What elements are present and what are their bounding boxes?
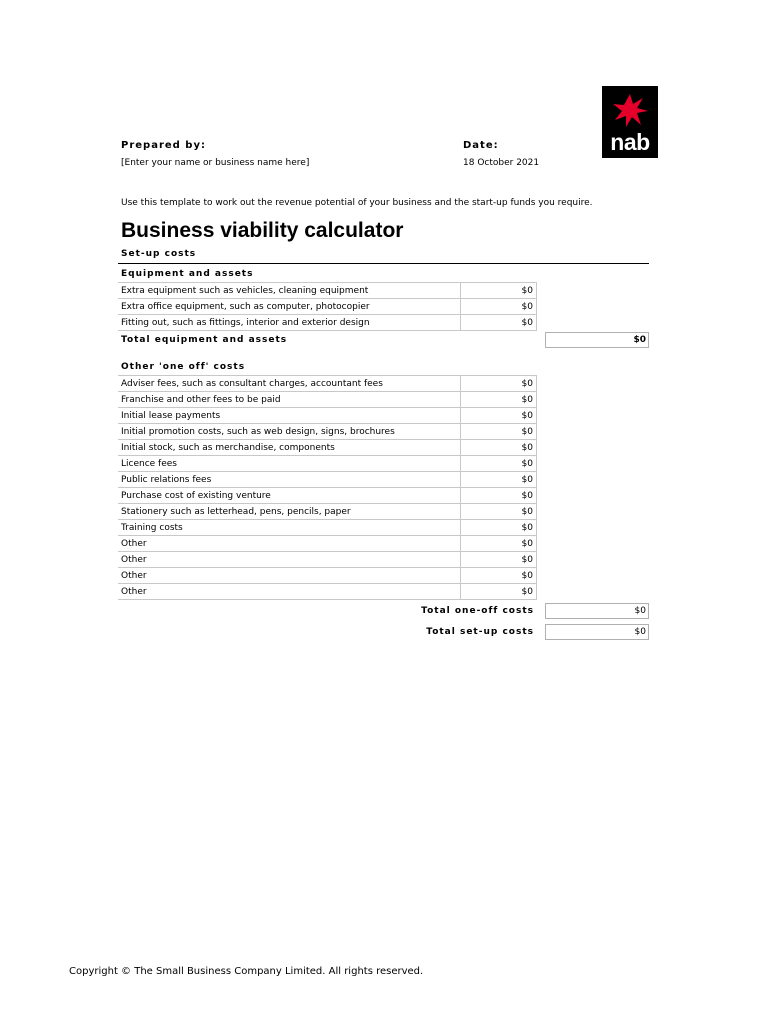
row-label: Extra office equipment, such as computer, photocopier: [118, 299, 461, 315]
row-label: Public relations fees: [118, 472, 461, 488]
row-label: Other: [118, 568, 461, 584]
row-value-cell[interactable]: $0: [461, 424, 537, 440]
nab-logo: [602, 86, 658, 158]
table-row: [118, 520, 537, 536]
row-value-cell[interactable]: $0: [461, 552, 537, 568]
table-row: [118, 376, 537, 392]
equipment-heading: Equipment and assets: [121, 269, 254, 279]
row-label: Licence fees: [118, 456, 461, 472]
row-label: Other: [118, 536, 461, 552]
section-heading: Set-up costs: [121, 249, 197, 259]
oneoff-total-label: Total one-off costs: [421, 606, 534, 616]
logo-text: nab: [610, 129, 650, 155]
setup-total-label: Total set-up costs: [426, 627, 534, 637]
row-label: Initial stock, such as merchandise, components: [118, 440, 461, 456]
row-label: Purchase cost of existing venture: [118, 488, 461, 504]
table-row: [118, 568, 537, 584]
table-row: [118, 456, 537, 472]
nab-star-icon: [610, 92, 650, 128]
row-value-cell[interactable]: $0: [461, 456, 537, 472]
oneoff-total-value: $0: [545, 603, 649, 619]
row-label: Franchise and other fees to be paid: [118, 392, 461, 408]
row-label: Other: [118, 552, 461, 568]
equipment-total-value: $0: [545, 332, 649, 348]
table-row: [118, 283, 537, 299]
row-value-cell[interactable]: $0: [461, 504, 537, 520]
row-label: Initial lease payments: [118, 408, 461, 424]
table-row: [118, 472, 537, 488]
row-value-cell[interactable]: $0: [461, 315, 537, 331]
row-value-cell[interactable]: $0: [461, 472, 537, 488]
table-row: [118, 440, 537, 456]
prepared-by-label: Prepared by:: [121, 140, 206, 151]
row-label: Training costs: [118, 520, 461, 536]
row-value-cell[interactable]: $0: [461, 584, 537, 600]
equipment-total-label: Total equipment and assets: [121, 335, 288, 345]
row-value-cell[interactable]: $0: [461, 568, 537, 584]
row-label: Adviser fees, such as consultant charges, accountant fees: [118, 376, 461, 392]
copyright-footer: Copyright © The Small Business Company Limited. All rights reserved.: [69, 966, 424, 977]
row-value-cell[interactable]: $0: [461, 520, 537, 536]
row-label: Extra equipment such as vehicles, cleaning equipment: [118, 283, 461, 299]
table-row: [118, 299, 537, 315]
table-row: [118, 315, 537, 331]
page-title: Business viability calculator: [121, 219, 404, 242]
date-label: Date:: [463, 140, 499, 151]
date-value[interactable]: 18 October 2021: [463, 158, 540, 168]
intro-text: Use this template to work out the revenue potential of your business and the start-up funds you require.: [121, 198, 593, 208]
row-label: Stationery such as letterhead, pens, pencils, paper: [118, 504, 461, 520]
table-row: [118, 392, 537, 408]
row-value-cell[interactable]: $0: [461, 299, 537, 315]
oneoff-heading: Other 'one off' costs: [121, 362, 246, 372]
section-divider: [118, 263, 649, 264]
table-row: [118, 536, 537, 552]
table-row: [118, 424, 537, 440]
row-value-cell[interactable]: $0: [461, 392, 537, 408]
equipment-table: [118, 282, 537, 331]
prepared-by-value[interactable]: [Enter your name or business name here]: [121, 158, 310, 168]
row-value-cell[interactable]: $0: [461, 408, 537, 424]
table-row: [118, 488, 537, 504]
row-value-cell[interactable]: $0: [461, 488, 537, 504]
table-row: [118, 584, 537, 600]
table-row: [118, 408, 537, 424]
row-label: Initial promotion costs, such as web design, signs, brochures: [118, 424, 461, 440]
row-value-cell[interactable]: $0: [461, 536, 537, 552]
table-row: [118, 504, 537, 520]
row-label: Other: [118, 584, 461, 600]
table-row: [118, 552, 537, 568]
oneoff-table: [118, 375, 537, 600]
row-label: Fitting out, such as fittings, interior and exterior design: [118, 315, 461, 331]
row-value-cell[interactable]: $0: [461, 440, 537, 456]
row-value-cell[interactable]: $0: [461, 283, 537, 299]
row-value-cell[interactable]: $0: [461, 376, 537, 392]
setup-total-value: $0: [545, 624, 649, 640]
